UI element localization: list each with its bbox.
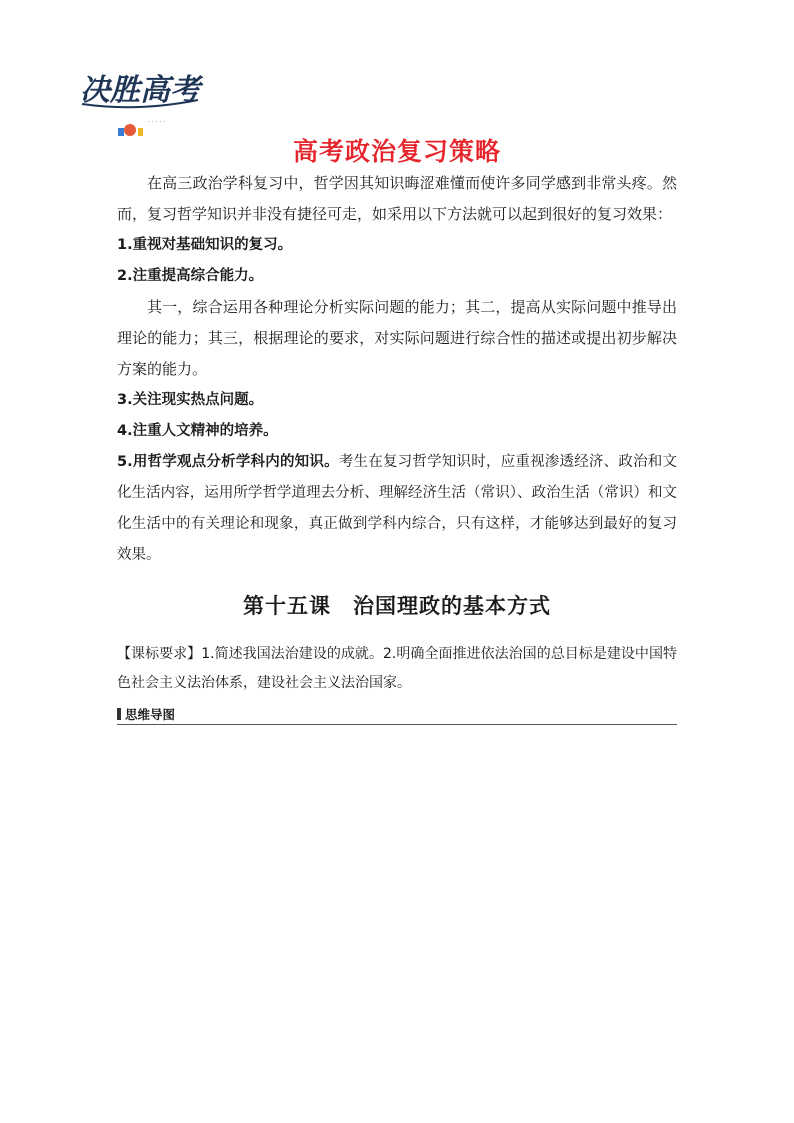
logo-text: 决胜高考 (80, 73, 200, 108)
curriculum-requirement (117, 640, 677, 698)
requirement-text: 1.简述我国法治建设的成就。2.明确全面推进依法治国的总目标是建设中国特色社会主义法治体系，建设社会主义法治国家。 (117, 646, 678, 691)
list-item: 1.重视对基础知识的复习。 (117, 237, 293, 253)
section-label: 思维导图 (125, 706, 176, 722)
section-header (117, 704, 677, 725)
item2-detail: 其一，综合运用各种理论分析实际问题的能力；其二，提高从实际问题中推导出理论的能力；其三，根据理论的要求，对实际问题进行综合性的描述或提出初步解决方案的能力。 (117, 298, 677, 378)
section-marker-icon (117, 708, 121, 720)
lesson-title: 第十五课 治国理政的基本方式 (243, 594, 551, 618)
intro-paragraph: 在高三政治学科复习中，哲学因其知识晦涩难懂而使许多同学感到非常头疼。然而，复习哲学知识并非没有捷径可走，如采用以下方法就可以起到很好的复习效果： (117, 174, 677, 223)
requirement-tag: 【课标要求】 (117, 646, 202, 662)
page-title: 高考政治复习策略 (292, 137, 501, 166)
list-item: 2.注重提高综合能力。 (117, 268, 264, 284)
list-item: 4.注重人文精神的培养。 (117, 423, 278, 439)
list-item: 3.关注现实热点问题。 (117, 392, 264, 408)
svg-text:· · · · ·: · · · · · (148, 119, 166, 126)
document-body (117, 168, 677, 725)
list-item: 5.用哲学观点分析学科内的知识。考生在复习哲学知识时，应重视渗透经济、政治和文化生活内容，运用所学哲学道理去分析、理解经济生活（常识）、政治生活（常识）和文化生活中的有关理论和现象，真正做到学科内综合，只有这样，才能够达到最好的复习效果。 (117, 454, 678, 563)
